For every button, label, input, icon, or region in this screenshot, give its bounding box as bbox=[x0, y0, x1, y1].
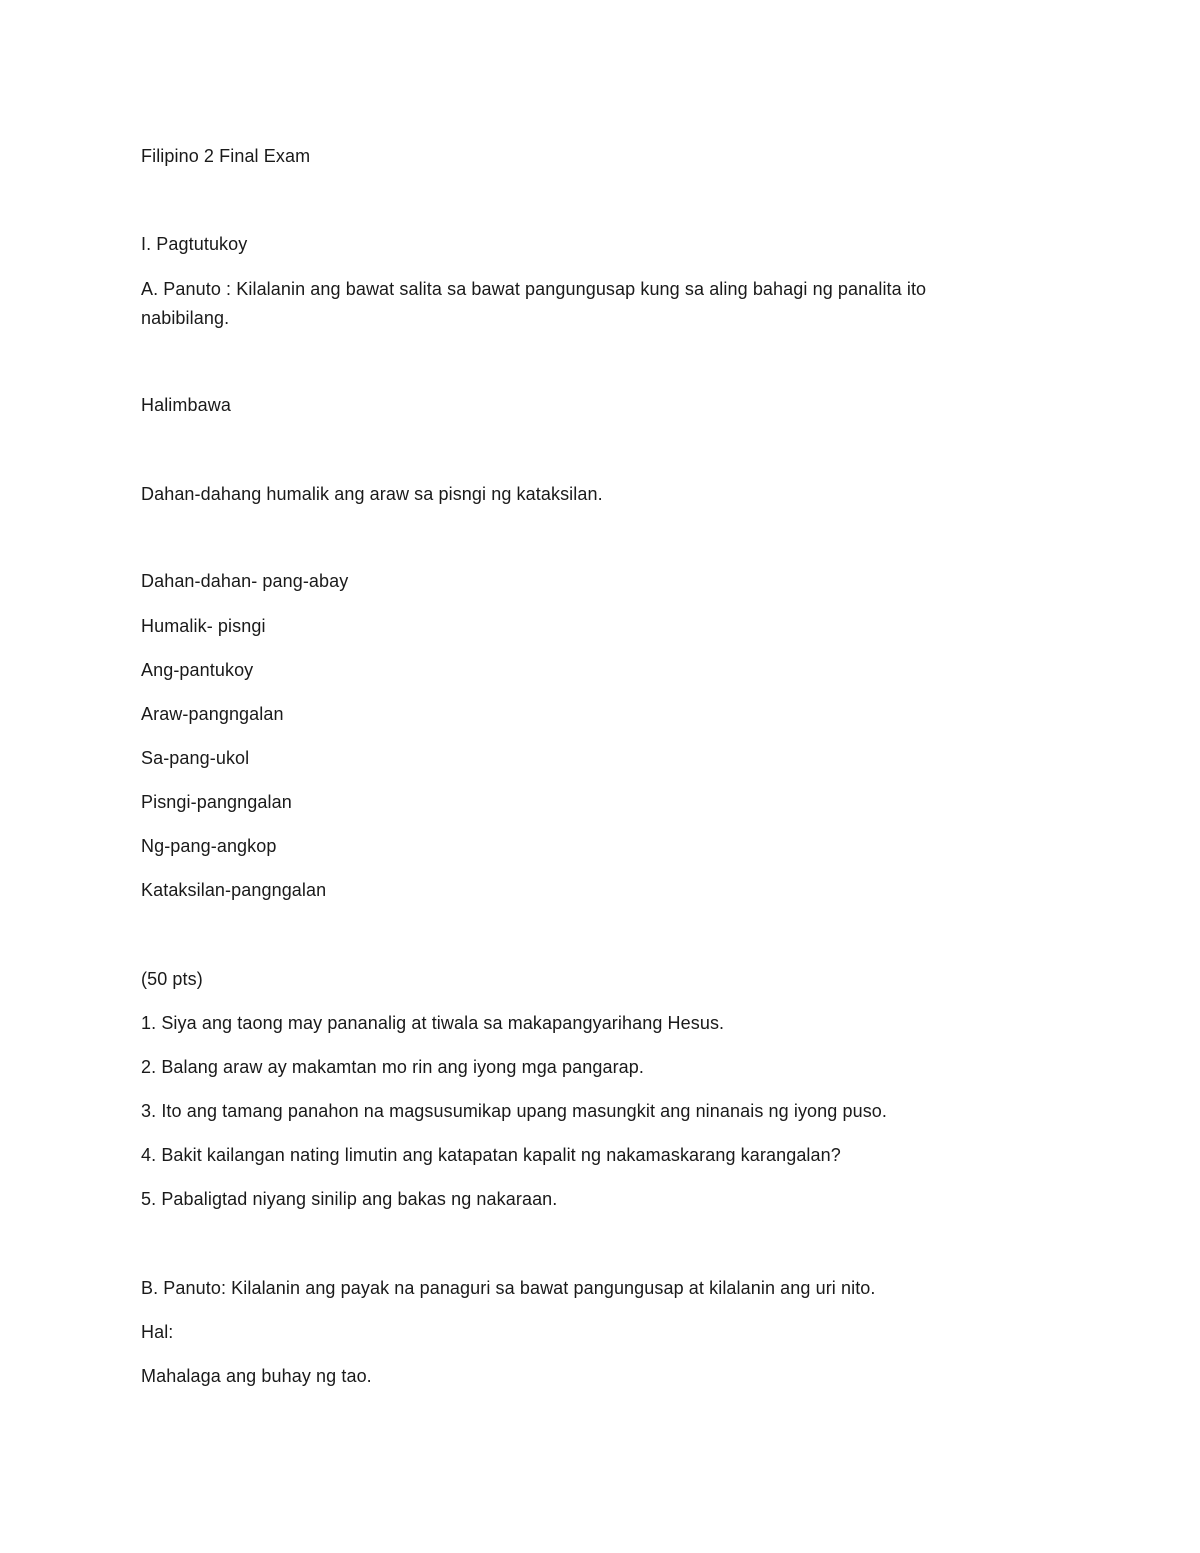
hal-label: Hal: bbox=[141, 1322, 174, 1342]
breakdown-item: Pisngi-pangngalan bbox=[141, 792, 292, 812]
breakdown-item: Ng-pang-angkop bbox=[141, 836, 277, 856]
question-item: 1. Siya ang taong may pananalig at tiwala sa makapangyarihang Hesus. bbox=[141, 1013, 725, 1033]
example-sentence: Dahan-dahang humalik ang araw sa pisngi ng kataksilan. bbox=[141, 484, 603, 504]
example-label: Halimbawa bbox=[141, 395, 231, 415]
breakdown-item: Ang-pantukoy bbox=[141, 660, 254, 680]
hal-sentence: Mahalaga ang buhay ng tao. bbox=[141, 1366, 372, 1386]
points-label: (50 pts) bbox=[141, 969, 203, 989]
breakdown-item: Dahan-dahan- pang-abay bbox=[141, 571, 349, 591]
question-item: 3. Ito ang tamang panahon na magsusumikap upang masungkit ang ninanais ng iyong puso. bbox=[141, 1101, 888, 1121]
section-heading: I. Pagtutukoy bbox=[141, 234, 248, 254]
breakdown-item: Sa-pang-ukol bbox=[141, 748, 250, 768]
instruction-b: B. Panuto: Kilalanin ang payak na panaguri sa bawat pangungusap at kilalanin ang uri nito. bbox=[141, 1278, 876, 1298]
breakdown-item: Humalik- pisngi bbox=[141, 616, 266, 636]
instruction-a: A. Panuto : Kilalanin ang bawat salita sa bawat pangungusap kung sa aling bahagi ng panalita ito nabibilang. bbox=[141, 279, 927, 328]
question-item: 2. Balang araw ay makamtan mo rin ang iyong mga pangarap. bbox=[141, 1057, 644, 1077]
breakdown-item: Araw-pangngalan bbox=[141, 704, 284, 724]
document-title: Filipino 2 Final Exam bbox=[141, 146, 311, 166]
breakdown-item: Kataksilan-pangngalan bbox=[141, 880, 327, 900]
question-item: 4. Bakit kailangan nating limutin ang katapatan kapalit ng nakamaskarang karangalan? bbox=[141, 1145, 841, 1165]
question-item: 5. Pabaligtad niyang sinilip ang bakas ng nakaraan. bbox=[141, 1189, 558, 1209]
